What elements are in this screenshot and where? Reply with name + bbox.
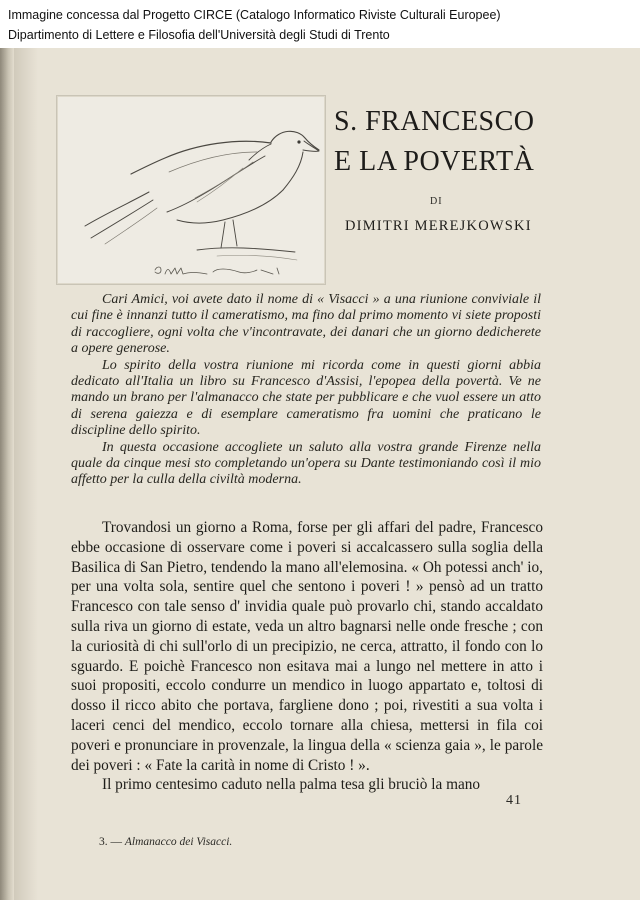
article-title-line-1: S. FRANCESCO [334, 106, 535, 137]
dove-illustration [56, 95, 326, 285]
dove-sketch-icon [57, 96, 325, 284]
source-banner [0, 0, 640, 48]
footnote [99, 836, 232, 848]
letter-paragraph: Cari Amici, voi avete dato il nome di « Visacci » a una riunione conviviale il cui fine è innanzi tutto il cameratismo, ma fino dal primo momento vi siete proposti di raccogliere, ogni volta che v'incontravate, dei danari che un giorno dedicherete a opere generose. [71, 292, 541, 357]
body-paragraph: Il primo centesimo caduto nella palma tesa gli bruciò la mano [102, 776, 481, 794]
book-gutter [0, 48, 14, 900]
letter-paragraph: Lo spirito della vostra riunione mi ricorda come in questi giorni abbia dedicato all'Italia un libro su Francesco d'Assisi, l'epopea della povertà. Ve ne mando un brano per l'almanacco che state per pubblicare e che vuol essere un atto di serena gaiezza e di esemplare cameratismo fra uomini che praticano le discipline dello spirito. [71, 357, 541, 439]
gutter-shadow [14, 48, 38, 900]
page-number: 41 [506, 793, 522, 808]
scanned-page [0, 48, 640, 900]
byline-di: DI [430, 196, 443, 207]
banner-line-1: Immagine concessa dal Progetto CIRCE (Catalogo Informatico Riviste Culturali Europee) [8, 8, 501, 22]
article-title-line-2: E LA POVERTÀ [334, 146, 535, 177]
author-name: DIMITRI MEREJKOWSKI [345, 218, 532, 234]
body-paragraph: Trovandosi un giorno a Roma, forse per gli affari del padre, Francesco ebbe occasione di osservare come i poveri si accalcassero sulla soglia della Basilica di San Pietro, tendendo la mano all'elemosina. « Oh potessi anch' io, per una volta sola, sentire quel che sentono i poveri ! » pensò ad un tratto Francesco con tale senso d' invidia quale può provarlo chi, stando accaldato sulla riva un giorno di estate, veda un altro bagnarsi nelle onde fresche ; con la curiosità di chi sull'orlo di un precipizio, ne cerca, attratto, il fondo con lo sguardo. E poichè Francesco non esitava mai a lungo nel mettere in atto i suoi propositi, eccolo condurre un mendico in luogo appartato e, toltosi di dosso il ricco abito che portava, fargliene dono ; poi, rivestiti a sua volta i laceri cenci del mendico, eccolo tornare alla chiesa, mettersi in fila coi poveri e pronunciare in provenzale, la lingua della « scienza gaia », le parole dei poveri : « Fate la carità in nome di Cristo ! ». [71, 519, 543, 774]
dedication-letter [71, 292, 541, 489]
article-body [71, 518, 543, 795]
footnote-text: Almanacco dei Visacci. [124, 836, 233, 848]
footnote-number: 3. — [99, 836, 122, 848]
banner-line-2: Dipartimento di Lettere e Filosofia dell'Università degli Studi di Trento [8, 28, 390, 42]
letter-paragraph: In questa occasione accogliete un saluto alla vostra grande Firenze nella quale da cinque mesi sto completando un'opera su Dante testimoniando così il mio affetto per la culla della civiltà moderna. [71, 439, 541, 488]
